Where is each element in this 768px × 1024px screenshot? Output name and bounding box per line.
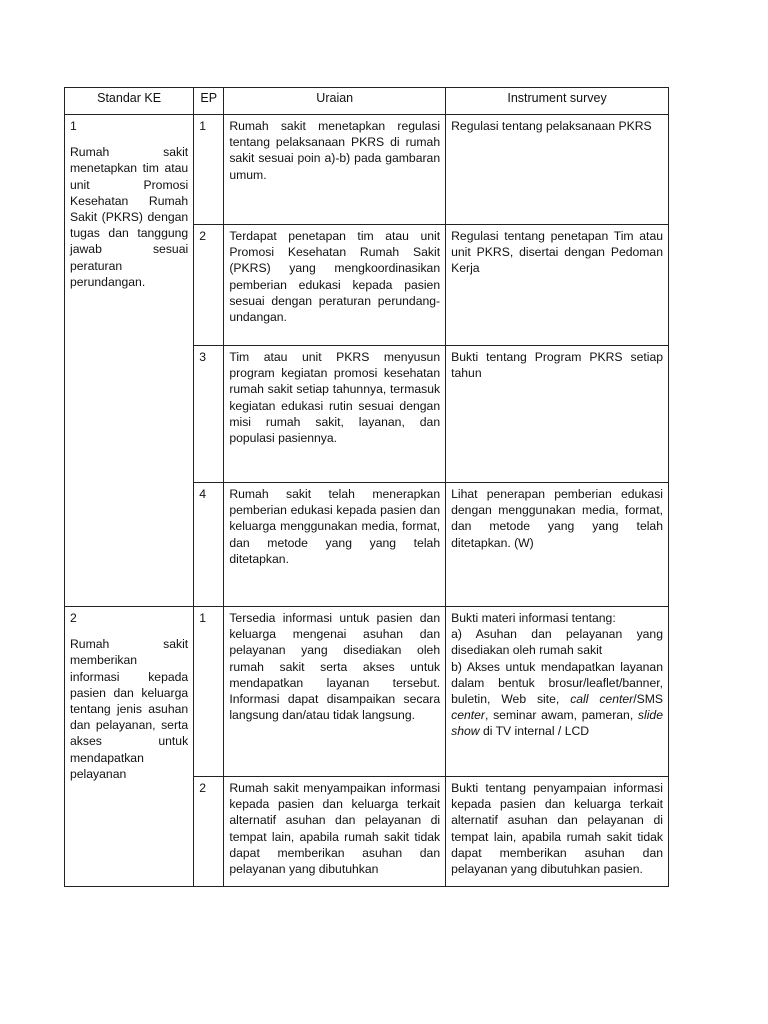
item-b-mid: , seminar awam, pameran, (484, 708, 638, 723)
header-ep: EP (194, 88, 224, 115)
standard-text: Rumah sakit memberikan informasi kepada pasien dan keluarga tentang jenis asuhan dan pelayanan, serta akses untuk mendapatkan pelayanan (70, 637, 189, 781)
table-row (65, 115, 669, 225)
header-standar: Standar KE (65, 88, 194, 115)
ep-number: 4 (199, 487, 206, 501)
uraian-cell: Tersedia informasi untuk pasien dan keluarga mengenai asuhan dan pelayanan yang disediakan oleh rumah sakit serta akses untuk mendapatkan layanan tersebut. Informasi dapat disampaikan secara langsung dan/atau tidak langsung. (224, 607, 446, 777)
instrument-item-b (451, 659, 663, 740)
standard-cell (65, 115, 194, 607)
ep-number: 1 (199, 119, 206, 133)
instrument-cell: Regulasi tentang penetapan Tim atau unit PKRS, disertai dengan Pedoman Kerja (446, 225, 669, 346)
uraian-cell: Tim atau unit PKRS menyusun program kegiatan promosi kesehatan rumah sakit setiap tahunnya, termasuk kegiatan edukasi rutin sesuai dengan misi rumah sakit, layanan, dan populasi pasiennya. (224, 346, 446, 483)
ep-number: 2 (199, 229, 206, 243)
standard-text: Rumah sakit menetapkan tim atau unit Promosi Kesehatan Rumah Sakit (PKRS) dengan tugas dan tanggung jawab sesuai peraturan perundangan. (70, 145, 189, 289)
uraian-cell: Rumah sakit menyampaikan informasi kepada pasien dan keluarga terkait alternatif asuhan dan pelayanan di tempat lain, apabila rumah sakit tidak dapat memberikan asuhan dan pelayanan yang dibutuhkan (224, 777, 446, 887)
standard-number: 2 (70, 611, 77, 625)
uraian-cell: Rumah sakit telah menerapkan pemberian edukasi kepada pasien dan keluarga menggunakan media, format, dan metode yang yang telah ditetapkan. (224, 483, 446, 607)
ep-number: 1 (199, 611, 206, 625)
header-uraian: Uraian (224, 88, 446, 115)
uraian-cell: Terdapat penetapan tim atau unit Promosi Kesehatan Rumah Sakit (PKRS) yang mengkoordinasikan pemberian edukasi kepada pasien sesuai dengan peraturan perundang-undangan. (224, 225, 446, 346)
instrument-cell (446, 607, 669, 777)
instrument-intro: Bukti materi informasi tentang: (451, 611, 616, 625)
ep-number: 3 (199, 350, 206, 364)
item-b-call-center: call center (570, 692, 634, 707)
instrument-cell: Lihat penerapan pemberian edukasi dengan menggunakan media, format, dan metode yang yang telah ditetapkan. (W) (446, 483, 669, 607)
table-header-row (65, 88, 669, 115)
instrument-cell: Bukti tentang penyampaian informasi kepada pasien dan keluarga terkait alternatif asuhan dan pelayanan di tempat lain, apabila rumah sakit tidak dapat memberikan asuhan dan pelayanan yang dibutuhkan pasien. (446, 777, 669, 887)
header-instrument: Instrument survey (446, 88, 669, 115)
item-b-text: b) Akses untuk mendapatkan layanan dalam bentuk brosur/leaflet/banner, buletin, Web site, (451, 659, 663, 707)
item-b-sms: /SMS (633, 692, 664, 707)
standards-table (64, 87, 669, 887)
standard-number: 1 (70, 119, 77, 133)
standard-cell (65, 607, 194, 887)
item-b-slide-show: slide show (451, 708, 663, 739)
instrument-item-a: a) Asuhan dan pelayanan yang disediakan oleh rumah sakit (451, 627, 663, 658)
instrument-cell: Bukti tentang Program PKRS setiap tahun (446, 346, 669, 483)
item-b-end: di TV internal / LCD (479, 724, 590, 739)
item-b-center: center (451, 708, 485, 723)
ep-number: 2 (199, 781, 206, 795)
instrument-cell: Regulasi tentang pelaksanaan PKRS (446, 115, 669, 225)
uraian-cell: Rumah sakit menetapkan regulasi tentang pelaksanaan PKRS di rumah sakit sesuai poin a)-b) pada gambaran umum. (224, 115, 446, 225)
table-row (65, 607, 669, 777)
